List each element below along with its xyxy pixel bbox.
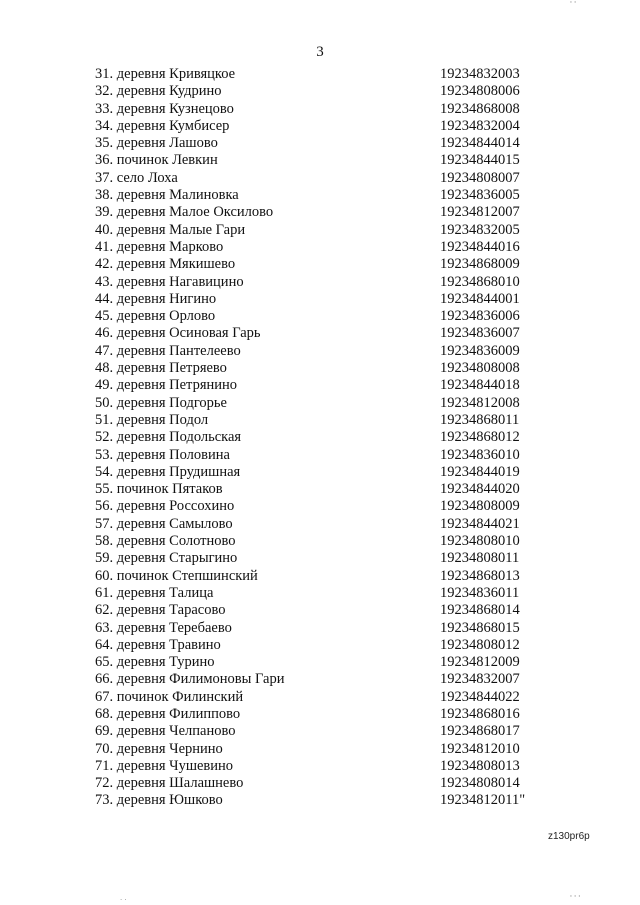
settlement-code: 19234836009	[440, 342, 520, 359]
settlement-list	[0, 66, 640, 810]
settlement-code: 19234844001	[440, 290, 520, 307]
list-item	[0, 187, 640, 204]
settlement-code: 19234868015	[440, 619, 520, 636]
scan-artifact-mark: . .	[120, 894, 127, 902]
settlement-name: 45. деревня Орлово	[95, 308, 216, 325]
list-item	[0, 741, 640, 758]
settlement-code: 19234808010	[440, 533, 520, 550]
list-item	[0, 516, 640, 533]
settlement-name: 57. деревня Самылово	[95, 515, 233, 532]
settlement-name: 71. деревня Чушевино	[95, 757, 234, 774]
list-item	[0, 377, 640, 394]
settlement-name: 50. деревня Подгорье	[95, 394, 227, 411]
settlement-code: 19234868013	[440, 567, 520, 584]
settlement-code: 19234844021	[440, 515, 520, 532]
list-item	[0, 135, 640, 152]
settlement-name: 47. деревня Пантелеево	[95, 342, 241, 359]
list-item	[0, 758, 640, 775]
settlement-code: 19234844020	[440, 481, 520, 498]
settlement-code: 19234868010	[440, 273, 520, 290]
list-item	[0, 723, 640, 740]
list-item	[0, 204, 640, 221]
settlement-name: 60. починок Степшинский	[95, 567, 258, 584]
list-item	[0, 170, 640, 187]
settlement-name: 34. деревня Кумбисер	[95, 117, 230, 134]
settlement-code: 19234808006	[440, 83, 520, 100]
settlement-name: 70. деревня Чернино	[95, 740, 223, 757]
settlement-name: 61. деревня Талица	[95, 584, 214, 601]
settlement-code: 19234868017	[440, 723, 520, 740]
settlement-code: 19234844016	[440, 238, 520, 255]
list-item	[0, 447, 640, 464]
settlement-code: 19234812009	[440, 654, 520, 671]
settlement-name: 52. деревня Подольская	[95, 429, 242, 446]
settlement-code: 19234868016	[440, 705, 520, 722]
settlement-code: 19234836006	[440, 308, 520, 325]
list-item	[0, 792, 640, 809]
list-item	[0, 308, 640, 325]
settlement-name: 46. деревня Осиновая Гарь	[95, 325, 261, 342]
settlement-name: 38. деревня Малиновка	[95, 187, 239, 204]
list-item	[0, 637, 640, 654]
settlement-code: 19234844022	[440, 688, 520, 705]
list-item	[0, 533, 640, 550]
list-item	[0, 689, 640, 706]
settlement-name: 33. деревня Кузнецово	[95, 100, 234, 117]
settlement-name: 36. починок Левкин	[95, 152, 218, 169]
settlement-code: 19234836011	[440, 584, 520, 601]
list-item	[0, 602, 640, 619]
list-item	[0, 550, 640, 567]
settlement-name: 35. деревня Лашово	[95, 135, 218, 152]
list-item	[0, 152, 640, 169]
settlement-code: 19234868008	[440, 100, 520, 117]
settlement-code: 19234832005	[440, 221, 520, 238]
settlement-name: 48. деревня Петряево	[95, 360, 227, 377]
list-item	[0, 360, 640, 377]
settlement-code: 19234844014	[440, 135, 520, 152]
list-item	[0, 395, 640, 412]
settlement-name: 67. починок Филинский	[95, 688, 244, 705]
settlement-code: 19234812010	[440, 740, 520, 757]
settlement-name: 54. деревня Прудишная	[95, 463, 241, 480]
settlement-code: 19234844018	[440, 377, 520, 394]
list-item	[0, 481, 640, 498]
settlement-name: 44. деревня Нигино	[95, 290, 217, 307]
list-item	[0, 222, 640, 239]
settlement-name: 63. деревня Теребаево	[95, 619, 232, 636]
scan-artifact-mark: ' ' '	[570, 894, 581, 902]
settlement-name: 55. починок Пятаков	[95, 481, 223, 498]
list-item	[0, 239, 640, 256]
settlement-name: 59. деревня Старыгино	[95, 550, 238, 567]
settlement-code: 19234812011"	[440, 792, 526, 809]
settlement-name: 56. деревня Россохино	[95, 498, 235, 515]
settlement-name: 41. деревня Марково	[95, 238, 224, 255]
list-item	[0, 775, 640, 792]
list-item	[0, 585, 640, 602]
settlement-name: 32. деревня Кудрино	[95, 83, 222, 100]
list-item	[0, 671, 640, 688]
list-item	[0, 325, 640, 342]
settlement-code: 19234836010	[440, 446, 520, 463]
list-item	[0, 498, 640, 515]
settlement-name: 42. деревня Мякишево	[95, 256, 236, 273]
settlement-code: 19234808013	[440, 757, 520, 774]
settlement-code: 19234808012	[440, 636, 520, 653]
settlement-code: 19234844015	[440, 152, 520, 169]
settlement-name: 31. деревня Кривяцкое	[95, 66, 236, 82]
list-item	[0, 464, 640, 481]
settlement-code: 19234832007	[440, 671, 520, 688]
list-item	[0, 620, 640, 637]
scan-artifact-mark: ' '	[570, 0, 577, 8]
settlement-code: 19234808008	[440, 360, 520, 377]
document-footer-code: z130pr6p	[548, 831, 590, 842]
settlement-name: 37. село Лоха	[95, 169, 178, 186]
settlement-code: 19234832003	[440, 66, 520, 82]
list-item	[0, 83, 640, 100]
list-item	[0, 291, 640, 308]
list-item	[0, 256, 640, 273]
settlement-name: 51. деревня Подол	[95, 411, 209, 428]
settlement-code: 19234868011	[440, 411, 520, 428]
settlement-code: 19234832004	[440, 117, 520, 134]
list-item	[0, 101, 640, 118]
settlement-name: 43. деревня Нагавицино	[95, 273, 244, 290]
settlement-name: 62. деревня Тарасово	[95, 602, 226, 619]
settlement-name: 66. деревня Филимоновы Гари	[95, 671, 285, 688]
settlement-code: 19234808009	[440, 498, 520, 515]
page-number: 3	[316, 44, 324, 60]
list-item	[0, 429, 640, 446]
settlement-code: 19234868009	[440, 256, 520, 273]
settlement-code: 19234868014	[440, 602, 520, 619]
settlement-code: 19234808007	[440, 169, 520, 186]
settlement-code: 19234812008	[440, 394, 520, 411]
settlement-code: 19234808011	[440, 550, 520, 567]
settlement-name: 64. деревня Травино	[95, 636, 221, 653]
settlement-name: 58. деревня Солотново	[95, 533, 236, 550]
settlement-code: 19234836005	[440, 187, 520, 204]
settlement-name: 53. деревня Половина	[95, 446, 230, 463]
list-item	[0, 654, 640, 671]
list-item	[0, 118, 640, 135]
list-item	[0, 343, 640, 360]
settlement-name: 73. деревня Юшково	[95, 792, 223, 809]
settlement-code: 19234836007	[440, 325, 520, 342]
settlement-name: 49. деревня Петрянино	[95, 377, 238, 394]
list-item	[0, 412, 640, 429]
settlement-code: 19234868012	[440, 429, 520, 446]
settlement-name: 68. деревня Филиппово	[95, 705, 241, 722]
list-item	[0, 568, 640, 585]
settlement-name: 65. деревня Турино	[95, 654, 215, 671]
list-item	[0, 66, 640, 83]
settlement-name: 69. деревня Челпаново	[95, 723, 236, 740]
settlement-name: 40. деревня Малые Гари	[95, 221, 246, 238]
list-item	[0, 706, 640, 723]
settlement-code: 19234812007	[440, 204, 520, 221]
settlement-code: 19234808014	[440, 775, 520, 792]
settlement-code: 19234844019	[440, 463, 520, 480]
list-item	[0, 274, 640, 291]
settlement-name: 39. деревня Малое Оксилово	[95, 204, 274, 221]
settlement-name: 72. деревня Шалашнево	[95, 775, 244, 792]
